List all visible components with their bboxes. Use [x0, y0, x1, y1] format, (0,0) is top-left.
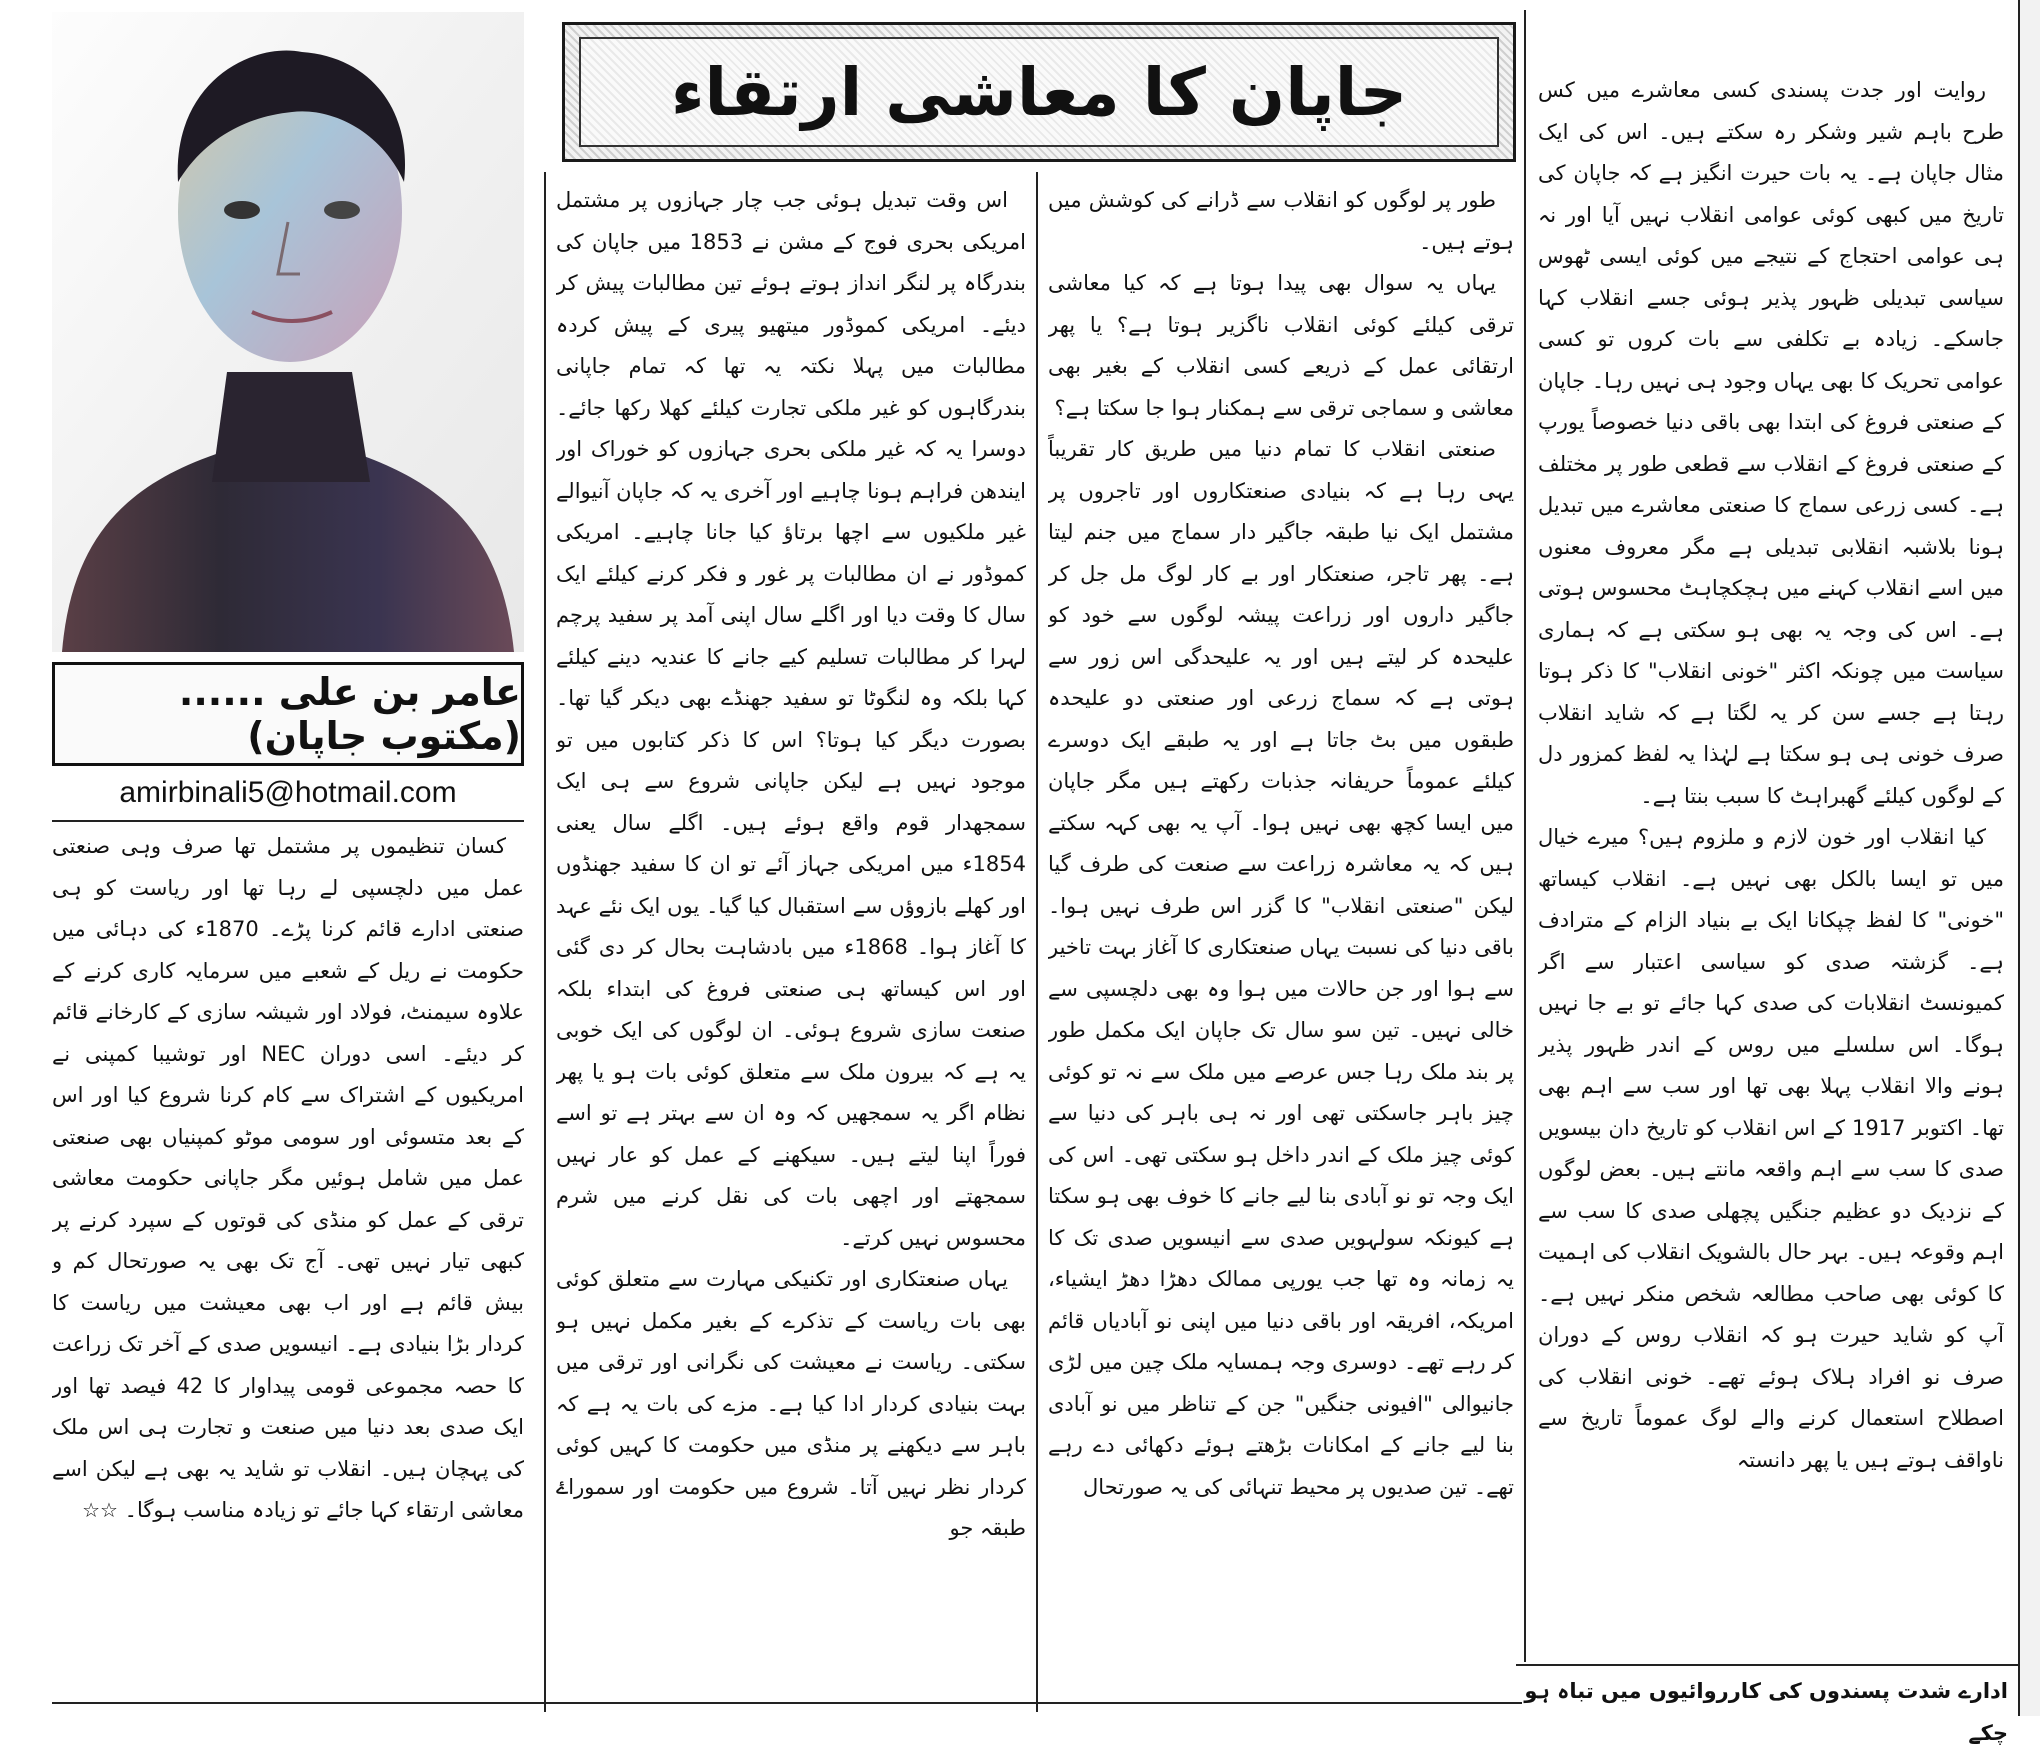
author-email: amirbinali5@hotmail.com [119, 776, 457, 809]
headline-inner-frame [579, 37, 1499, 147]
column-2-paragraph-3: صنعتی انقلاب کا تمام دنیا میں طریق کار تقریباً یہی رہا ہے کہ بنیادی صنعتکاروں اور تاجروں پر مشتمل ایک نیا طبقہ جاگیر دار سماج میں جنم لیتا ہے۔ پھر تاجر، صنعتکار اور بے کار لوگ مل جل کر جاگیر داروں اور زراعت پیشہ لوگوں سے خود کو علیحدہ کر لیتے ہیں اور یہ علیحدگی اس زور سے ہوتی ہے کہ سماج زرعی اور صنعتی دو علیحدہ طبقوں میں بٹ جاتا ہے اور یہ طبقے ایک دوسرے کیلئے عموماً حریفانہ جذبات رکھتے ہیں مگر جاپان میں ایسا کچھ بھی نہیں ہوا۔ آپ یہ بھی کہہ سکتے ہیں کہ یہ معاشرہ زراعت سے صنعت کی طرف گیا لیکن "صنعتی انقلاب" کا گزر اس طرف نہیں ہوا۔ باقی دنیا کی نسبت یہاں صنعتکاری کا آغاز بہت تاخیر سے ہوا اور جن حالات میں ہوا وہ بھی دلچسپی سے خالی نہیں۔ تین سو سال تک جاپان ایک مکمل طور پر بند ملک رہا جس عرصے میں ملک سے نہ تو کوئی چیز باہر جاسکتی تھی اور نہ ہی باہر کی دنیا سے کوئی چیز ملک کے اندر داخل ہو سکتی تھی۔ اس کی ایک وجہ تو نو آبادی بنا لیے جانے کا خوف بھی ہو سکتا ہے کیونکہ سولہویں صدی سے انیسویں صدی تک کا یہ زمانہ وہ تھا جب یورپی ممالک دھڑا دھڑ ایشیاء، امریکہ، افریقہ اور باقی دنیا میں اپنی نو آبادیاں قائم کر رہے تھے۔ دوسری وجہ ہمسایہ ملک چین میں لڑی جانیوالی "افیونی جنگیں" جن کے تناظر میں نو آبادی بنا لیے جانے کے امکانات بڑھتے ہوئے دکھائی دے رہے تھے۔ تین صدیوں پر محیط تنہائی کی یہ صورتحال [1048, 437, 1514, 1499]
column-1-paragraph-2: کیا انقلاب اور خون لازم و ملزوم ہیں؟ میرے خیال میں تو ایسا بالکل بھی نہیں ہے۔ انقلاب کیساتھ "خونی" کا لفظ چپکانا ایک بے بنیاد الزام کے مترادف ہے۔ گزشتہ صدی کو سیاسی اعتبار سے اگر کمیونسٹ انقلابات کی صدی کہا جائے تو بے جا نہیں ہوگا۔ اس سلسلے میں روس کے اندر ظہور پذیر ہونے والا انقلاب پہلا بھی تھا اور سب سے اہم بھی تھا۔ اکتوبر 1917 کے اس انقلاب کو تاریخ دان بیسویں صدی کا سب سے اہم واقعہ مانتے ہیں۔ بعض لوگوں کے نزدیک دو عظیم جنگیں پچھلی صدی کا سب سے اہم وقوعہ ہیں۔ بہر حال بالشویک انقلاب کی اہمیت کا کوئی بھی صاحب مطالعہ شخص منکر نہیں ہے۔ آپ کو شاید حیرت ہو کہ انقلاب روس کے دوران صرف نو افراد ہلاک ہوئے تھے۔ خونی انقلاب کی اصطلاح استعمال کرنے والے لوگ عموماً تاریخ سے ناواقف ہوتے ہیں یا پھر دانستہ [1538, 825, 2004, 1472]
top-clipped-text [600, 0, 2020, 10]
byline-box [52, 662, 524, 766]
author-byline: عامر بن علی ...... (مکتوب جاپان) [178, 670, 521, 758]
column-2-paragraph-1: طور پر لوگوں کو انقلاب سے ڈرانے کی کوشش میں ہوتے ہیں۔ [1048, 188, 1514, 254]
column-3-paragraph-2: یہاں صنعتکاری اور تکنیکی مہارت سے متعلق کوئی بھی بات ریاست کے تذکرے کے بغیر مکمل نہیں ہو سکتی۔ ریاست نے معیشت کی نگرانی اور ترقی میں بہت بنیادی کردار ادا کیا ہے۔ مزے کی بات یہ ہے کہ باہر سے دیکھنے پر منڈی میں حکومت کا کہیں کوئی کردار نظر نہیں آتا۔ شروع میں حکومت اور سموراۓ طبقہ جو [556, 1267, 1026, 1540]
column-3-paragraph-1: اس وقت تبدیل ہوئی جب چار جہازوں پر مشتمل امریکی بحری فوج کے مشن نے 1853 میں جاپان کی بندرگاہ پر لنگر انداز ہوتے ہوئے تین مطالبات پیش کر دیئے۔ امریکی کموڈور میتھیو پیری کے پیش کردہ مطالبات میں پہلا نکتہ یہ تھا کہ تمام جاپانی بندرگاہوں کو غیر ملکی تجارت کیلئے کھلا رکھا جائے۔ دوسرا یہ کہ غیر ملکی بحری جہازوں کو خوراک اور ایندھن فراہم ہونا چاہیے اور آخری یہ کہ جاپان آنیوالے غیر ملکیوں سے اچھا برتاؤ کیا جانا چاہیے۔ امریکی کموڈور نے ان مطالبات پر غور و فکر کرنے کیلئے ایک سال کا وقت دیا اور اگلے سال اپنی آمد پر سفید پرچم لہرا کر مطالبات تسلیم کیے جانے کا عندیہ دینے کیلئے کہا بلکہ وہ لنگوٹا تو سفید جھنڈے بھی دیکر گیا تھا۔ بصورت دیگر کیا ہوتا؟ اس کا ذکر کتابوں میں تو موجود نہیں ہے لیکن جاپانی شروع سے ہی ایک سمجھدار قوم واقع ہوئے ہیں۔ اگلے سال یعنی 1854ء میں امریکی جہاز آئے تو ان کا سفید جھنڈوں اور کھلے بازوؤں سے استقبال کیا گیا۔ یوں ایک نئے عہد کا آغاز ہوا۔ 1868ء میں بادشاہت بحال کر دی گئی اور اس کیساتھ ہی صنعتی فروغ کی ابتداء بلکہ صنعت سازی شروع ہوئی۔ ان لوگوں کی ایک خوبی یہ ہے کہ بیرون ملک سے متعلق کوئی بات ہو یا پھر نظام اگر یہ سمجھیں کہ وہ ان سے بہتر ہے تو اسے فوراً اپنا لیتے ہیں۔ سیکھنے کے عمل کو عار نہیں سمجھتے اور اچھی بات کی نقل کرنے میں شرم محسوس نہیں کرتے۔ [556, 188, 1026, 1250]
column-4-text: کسان تنظیموں پر مشتمل تھا صرف وہی صنعتی عمل میں دلچسپی لے رہا تھا اور ریاست کو ہی صنعتی ادارے قائم کرنا پڑے۔ 1870ء کی دہائی میں حکومت نے ریل کے شعبے میں سرمایہ کاری کرنے کے علاوہ سیمنٹ، فولاد اور شیشہ سازی کے کارخانے قائم کر دیئے۔ اسی دوران NEC اور توشیبا کمپنی نے امریکیوں کے اشتراک سے کام کرنا شروع کیا اور اس کے بعد متسوئی اور سومی موٹو کمپنیاں بھی صنعتی عمل میں شامل ہوئیں مگر جاپانی حکومت معاشی ترقی کے عمل کو منڈی کی قوتوں کے سپرد کرنے پر کبھی تیار نہیں تھی۔ آج تک بھی یہ صورتحال کم و بیش قائم ہے اور اب بھی معیشت میں ریاست کا کردار بڑا بنیادی ہے۔ انیسویں صدی کے آخر تک زراعت کا حصہ مجموعی قومی پیداوار کا 42 فیصد تھا اور ایک صدی بعد دنیا میں صنعت و تجارت ہی اس ملک کی پہچان ہیں۔ انقلاب تو شاید یہ بھی ہے لیکن اسے معاشی ارتقاء کہا جائے تو زیادہ مناسب ہوگا۔ [52, 834, 524, 1522]
article-column-3 [556, 180, 1026, 1710]
footer-teaser: ادارے شدت پسندوں کی کارروائیوں میں تباہ ہو چکے [1524, 1679, 2008, 1745]
column-4-paragraph-1 [52, 826, 524, 1532]
byline-rule [52, 820, 524, 822]
headline-banner [562, 22, 1516, 162]
column-rule [544, 172, 546, 1712]
adjacent-page-edge [2018, 0, 2040, 1716]
column-rule [1036, 172, 1038, 1712]
article-column-4 [52, 826, 524, 1672]
end-stars-icon: ☆☆ [82, 1498, 118, 1522]
article-column-2 [1048, 180, 1514, 1710]
column-2-paragraph-2: یہاں یہ سوال بھی پیدا ہوتا ہے کہ کیا معاشی ترقی کیلئے کوئی انقلاب ناگزیر ہوتا ہے؟ یا پھر ارتقائی عمل کے ذریعے کسی انقلاب کے بغیر بھی معاشی و سماجی ترقی سے ہمکنار ہوا جا سکتا ہے؟ [1048, 271, 1514, 420]
bottom-rule [52, 1702, 1522, 1704]
footer-teaser-rule [1516, 1664, 2018, 1666]
author-photo [52, 12, 524, 652]
article-headline: جاپان کا معاشی ارتقاء [670, 53, 1408, 131]
column-rule [1524, 10, 1526, 1662]
column-1-paragraph-1: روایت اور جدت پسندی کسی معاشرے میں کس طرح باہم شیر وشکر رہ سکتے ہیں۔ اس کی ایک مثال جاپان ہے۔ یہ بات حیرت انگیز ہے کہ جاپان کی تاریخ میں کبھی کوئی عوامی انقلاب نہیں آیا اور نہ ہی عوامی احتجاج کے نتیجے میں کوئی ایسی ٹھوس سیاسی تبدیلی ظہور پذیر ہوئی جسے انقلاب کہا جاسکے۔ زیادہ بے تکلفی سے بات کروں تو کسی عوامی تحریک کا بھی یہاں وجود ہی نہیں رہا۔ جاپان کے صنعتی فروغ کی ابتدا بھی باقی دنیا خصوصاً یورپ کے صنعتی فروغ کے انقلاب سے قطعی طور پر مختلف ہے۔ کسی زرعی سماج کا صنعتی معاشرے میں تبدیل ہونا بلاشبہ انقلابی تبدیلی ہے مگر معروف معنوں میں اسے انقلاب کہنے میں ہچکچاہٹ محسوس ہوتی ہے۔ اس کی وجہ یہ بھی ہو سکتی ہے کہ ہماری سیاست میں چونکہ اکثر "خونی انقلاب" کا ذکر ہوتا رہتا ہے جسے سن کر یہ لگتا ہے کہ شاید انقلاب صرف خونی ہی ہو سکتا ہے لہٰذا یہ لفظ کمزور دل کے لوگوں کیلئے گھبراہٹ کا سبب بنتا ہے۔ [1538, 78, 2004, 808]
article-column-1 [1538, 70, 2004, 1660]
author-portrait-icon [52, 12, 524, 652]
